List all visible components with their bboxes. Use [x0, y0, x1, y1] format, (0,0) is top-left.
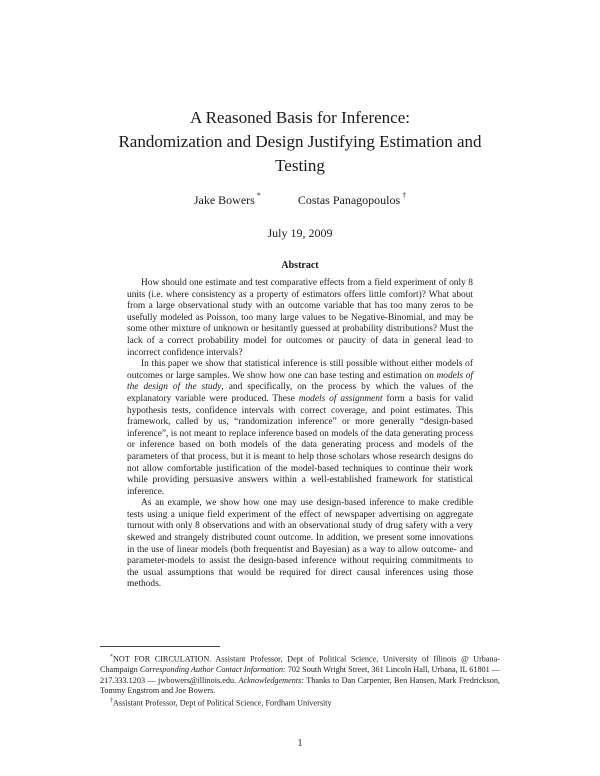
- footnote-text: Assistant Professor, Dept of Political Science, Fordham University: [113, 699, 332, 709]
- abstract-text: form a basis for valid hypothesis tests, confidence intervals with correct coverage, and point estimates. This framework, called by us, “randomization inference” or more generally “design-based inference”, is not meant to replace inference based on models of the data generating process or inference based on both models of the data generating process and models of the parameters of that process, but it is meant to help those scholars whose research designs do not allow comfortable justification of the model-based techniques to continue their work while providing persuasive answers within a well-established framework for statistical inference.: [127, 393, 474, 497]
- footnote-text: Thanks to Dan Carpenter, Ben Hansen, Mark Fredrickson, Tommy Engstrom and Joe Bowers.: [100, 675, 500, 695]
- abstract-paragraph-1: How should one estimate and test comparative effects from a field experiment of only 8 units (i.e. where consistency as a property of estimators offers little comfort)? What about from a large observational study with an outcome variable that has too many zeros to be usefully modeled as Poisson, too many large values to be Negative-Binomial, and may be some other mixture of unknown or hesitantly guessed at probability distributions? Must the lack of a correct probability model for outcomes or paucity of data in general lead to incorrect confidence intervals?: [127, 278, 473, 358]
- author-footnote-mark: †: [402, 191, 407, 200]
- author-name: Costas Panagopoulos: [297, 193, 401, 207]
- abstract-paragraph-2: [127, 359, 473, 498]
- author-panagopoulos: [298, 193, 406, 208]
- author-list: [0, 193, 600, 208]
- abstract-heading: Abstract: [281, 260, 319, 271]
- footnote-2: [100, 696, 500, 709]
- title-line-3: Testing: [275, 156, 325, 175]
- footnote-divider: [100, 646, 220, 647]
- author-footnote-mark: *: [256, 191, 261, 200]
- paper-title: [100, 106, 500, 178]
- footnote-text: NOT FOR CIRCULATION. Assistant Professor, Dept of Political Science, University of Illinois @ Urbana-Champaign: [100, 654, 500, 675]
- author-bowers: [194, 193, 261, 208]
- footnote-emphasis: Corresponding Author Contact Information:: [139, 665, 286, 675]
- paper-date: July 19, 2009: [267, 226, 333, 240]
- abstract-emphasis: models of the design of the study: [127, 370, 473, 393]
- footnote-text: 702 South Wright Street, 361 Lincoln Hall, Urbana, IL 61801 — 217.333.1203 — jwbowers@illinois.edu.: [100, 665, 500, 685]
- abstract-text: , and specifically, on the process by which the values of the explanatory variable were produced. These: [127, 382, 474, 404]
- title-line-1: A Reasoned Basis for Inference:: [190, 108, 410, 127]
- abstract-text: In this paper we show that statistical inference is still possible without either models of outcomes or large samples. We show how one can base testing and estimation on: [127, 359, 473, 381]
- footnote-1: [100, 652, 500, 696]
- author-name: Jake Bowers: [193, 193, 255, 207]
- abstract-paragraph-3: As an example, we show how one may use design-based inference to make credible tests using a unique field experiment of the effect of newspaper advertising on aggregate turnout with only 8 observations and with an observational study of drug safety with a very skewed and strangely distributed count outcome. In addition, we present some innovations in the use of linear models (both frequentist and Bayesian) as a way to allow outcome- and parameter-models to assist the design-based inference without requiring commitments to the usual assumptions that would be required for direct causal inferences using those methods.: [127, 498, 473, 590]
- abstract-emphasis: models of assignment: [298, 393, 383, 404]
- title-line-2: Randomization and Design Justifying Estimation and: [118, 132, 482, 151]
- footnote-emphasis: Acknowledgements:: [238, 675, 304, 685]
- abstract-body: [127, 278, 473, 591]
- footnote-mark: *: [110, 654, 113, 660]
- footnotes: [100, 652, 500, 710]
- page-number: 1: [297, 738, 303, 749]
- footnote-mark: †: [110, 698, 113, 705]
